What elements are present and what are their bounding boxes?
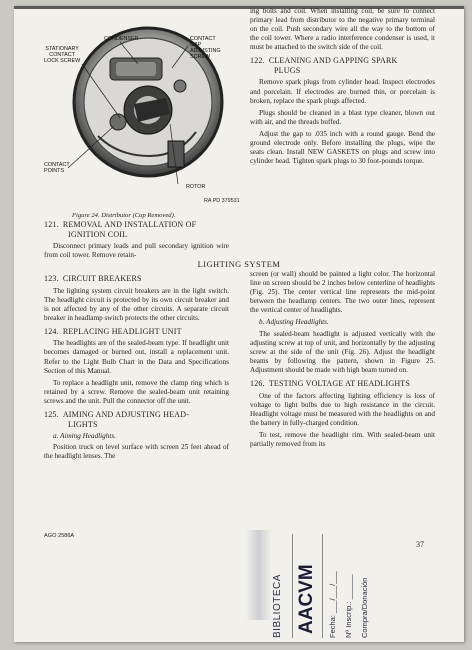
left-column-lower — [44, 270, 229, 464]
document-code: AGO 2586A — [44, 533, 75, 539]
heading-123 — [44, 274, 229, 284]
section-title-cont: PLUGS — [274, 65, 301, 75]
figure-code: RA PD 379531 — [204, 198, 240, 204]
label-rotor: ROTOR — [186, 184, 206, 190]
paragraph: To replace a headlight unit, remove the clamp ring which is retained by a screw. Remove the sealed-beam unit retaining screws and the unit. Pull the connector off the unit. — [44, 378, 229, 405]
library-stamp — [268, 534, 408, 642]
section-title: CIRCUIT BREAKERS — [62, 274, 142, 283]
stamp-inscripcion: Nº Inscrip.: ______ — [344, 574, 353, 638]
paragraph: Position truck on level surface with screen 25 feet ahead of the headlight lenses. The — [44, 443, 229, 461]
figure-caption: Figure 24. Distributor (Cap Removed). — [72, 212, 176, 219]
paragraph: Disconnect primary leads and pull secondary ignition wire from coil tower. Remove retain- — [44, 242, 229, 260]
section-number: 123. — [44, 274, 59, 283]
subheading-aiming: a. Aiming Headlights. — [53, 432, 116, 441]
right-column-lower — [250, 270, 435, 452]
paragraph: The sealed-beam headlight is adjusted vertically with the adjusting screw at top of unit, and horizontally by the adjusting screw at the side of the unit (Fig. 26). Adjust the headlight beams by following the pattern, shown in Figure 25. Adjustment should be made with high beam turned on. — [250, 329, 435, 374]
heading-126 — [250, 379, 435, 389]
subheading-adjusting: b. Adjusting Headlights. — [259, 318, 329, 327]
heading-122 — [250, 56, 435, 75]
section-number: 121. — [44, 220, 59, 229]
paragraph: Remove spark plugs from cylinder head. Inspect electrodes and porcelain. If electrodes are burned thin, or porcelain is broken, replace the spark plugs affected. — [250, 78, 435, 105]
section-title-cont: IGNITION COIL — [68, 229, 128, 239]
paragraph: Plugs should be cleaned in a blast type cleaner, blown out with air, and the threads buffed. — [250, 108, 435, 126]
paragraph: The lighting system circuit breakers are in the light switch. The headlight circuit is protected by its own circuit breaker and is not affected by any of the other circuits. A separate circuit breaker in headlamp switch protects the other circuits. — [44, 286, 229, 322]
manual-page — [14, 6, 464, 642]
stamp-divider — [292, 534, 293, 638]
section-number: 126. — [250, 379, 265, 389]
section-title: TESTING VOLTAGE AT HEADLIGHTS — [268, 379, 411, 389]
paragraph: screen (or wall) should be painted a light color. The horizontal line on screen should be 2 inches below centerline of headlights (Fig. 25). The center vertical line represents the mid-point between the headlamp centers. The two outer lines, represent the vertical center of headlights. — [250, 270, 435, 315]
paragraph: One of the factors affecting lighting efficiency is loss of voltage to light bulbs due to high resistance in the circuit. Headlight voltage must be measured with the headlights on and the battery in fully-charged condition. — [250, 391, 435, 427]
label-contact-gap: CONTACT GAP ADJUSTING SCREW — [190, 36, 221, 60]
right-column-upper — [250, 7, 435, 169]
lighting-system-heading: LIGHTING SYSTEM — [197, 260, 281, 269]
label-condenser: CONDENSER — [104, 36, 139, 42]
section-number: 125. — [44, 410, 59, 420]
section-title: REMOVAL AND INSTALLATION OF — [62, 220, 197, 229]
section-title: AIMING AND ADJUSTING HEAD- — [62, 410, 190, 420]
paragraph: Adjust the gap to .035 inch with a round gauge. Bend the ground electrode only. Before installing the plugs, wipe the seats clean. Install NEW GASKETS on plugs and screw into cylinder head. Tighten spark plugs to 30 foot-pounds torque. — [250, 129, 435, 166]
section-title: CLEANING AND GAPPING SPARK — [268, 56, 398, 66]
left-column-upper — [44, 216, 229, 263]
paragraph: The headlights are of the sealed-beam type. If headlight unit becomes damaged or burned out, install a replacement unit. Refer to the Light Bulb Chart in the Data and Specifications Section of this Manual. — [44, 339, 229, 375]
label-contact-points: CONTACT POINTS — [44, 162, 70, 174]
distributor-figure — [38, 6, 238, 216]
section-title-cont: LIGHTS — [68, 419, 98, 429]
section-number: 124. — [44, 326, 59, 336]
stamp-fecha: Fecha: ___/___/___ — [328, 571, 337, 638]
label-stationary-contact: STATIONARY CONTACT LOCK SCREW — [44, 46, 81, 64]
heading-121 — [44, 220, 229, 239]
paragraph: To test, remove the headlight rim. With sealed-beam unit partially removed from its — [250, 430, 435, 448]
heading-125 — [44, 410, 229, 429]
section-title: REPLACING HEADLIGHT UNIT — [62, 326, 182, 336]
stamp-aacvm: AACVM — [296, 564, 317, 634]
paragraph: ing bolts and coil. When installing coil, be sure to connect primary lead from distributor to the negative primary terminal on the coil. Push secondary wire all the way to the bottom of the coil tower. Where a radio interference condenser is used, it must be attached to the switch side of the coil. — [250, 7, 435, 52]
stamp-compra: Compra/Donación — [360, 577, 369, 638]
section-number: 122. — [250, 56, 265, 66]
stamp-divider — [322, 534, 323, 638]
stamp-biblioteca: BIBLIOTECA — [272, 574, 283, 638]
heading-124 — [44, 327, 229, 337]
page-number: 37 — [416, 540, 424, 549]
